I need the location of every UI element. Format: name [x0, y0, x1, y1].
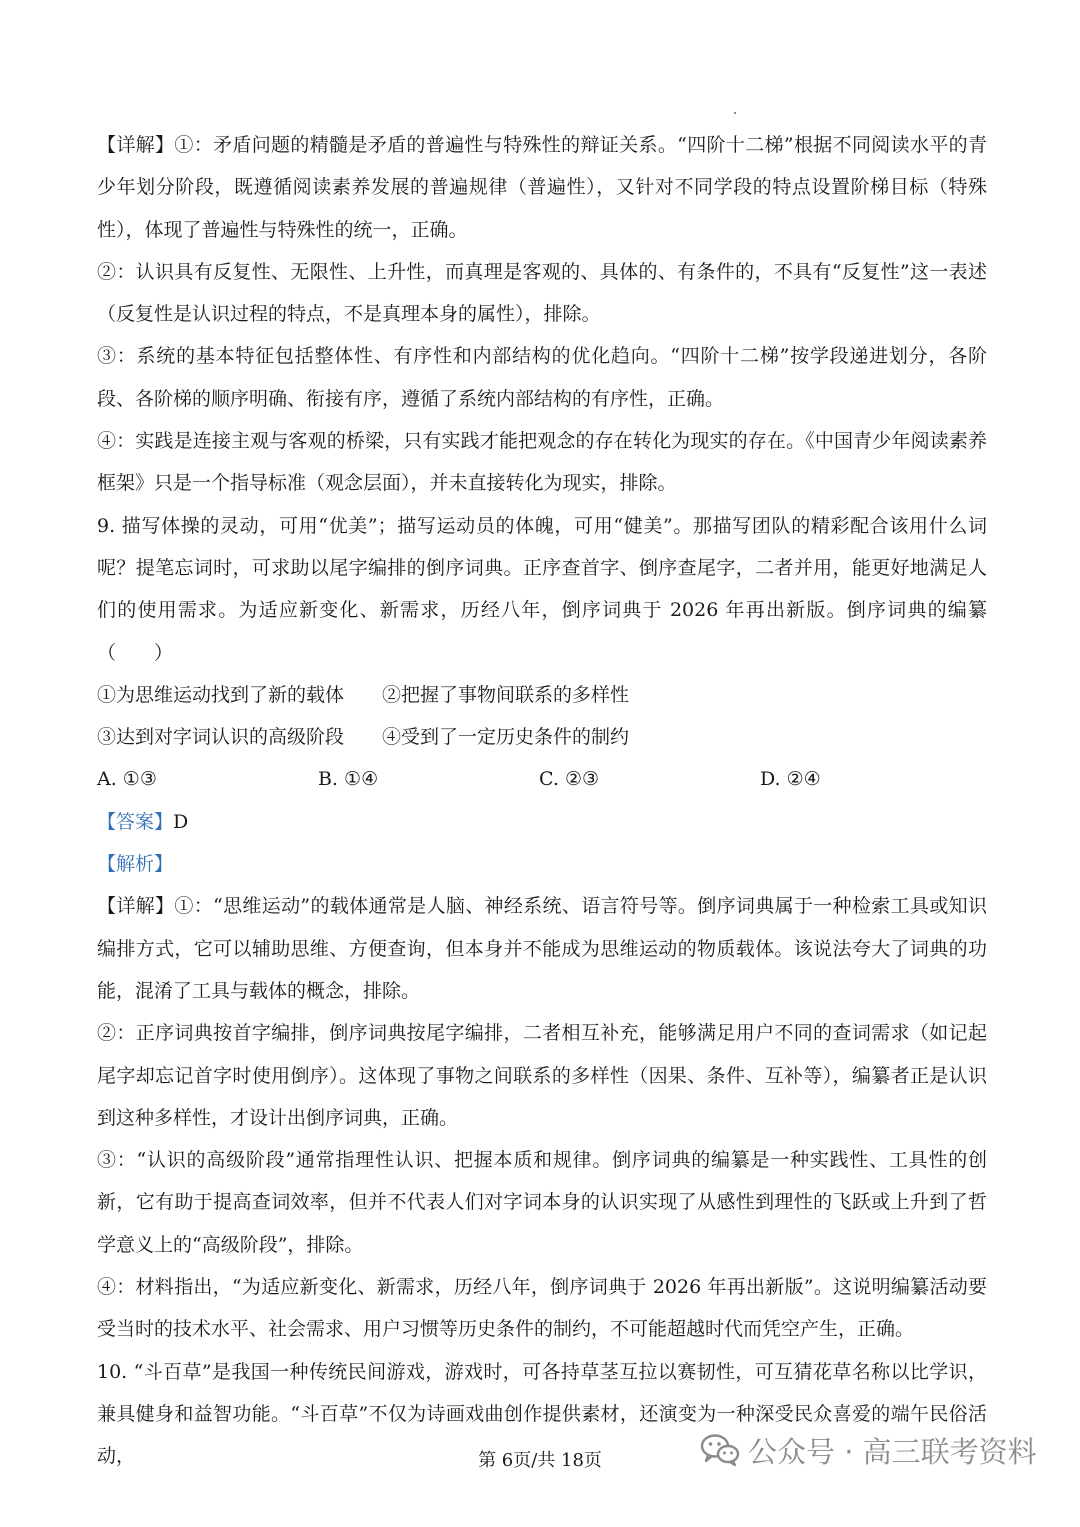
q9-options-row-1 — [97, 674, 987, 716]
q9-option-2: ②把握了事物间联系的多样性 — [382, 683, 630, 706]
q8-detail-3: ③：系统的基本特征包括整体性、有序性和内部结构的优化趋向。“四阶十二梯”按学段递进划分，各阶段、各阶梯的顺序明确、衔接有序，遵循了系统内部结构的有序性，正确。 — [97, 345, 987, 410]
q9-choice-a: A. ①③ — [97, 768, 157, 791]
q8-detail-2: ②：认识具有反复性、无限性、上升性，而真理是客观的、具体的、有条件的，不具有“反复性”这一表述（反复性是认识过程的特点，不是真理本身的属性），排除。 — [97, 260, 987, 326]
watermark — [700, 1428, 1037, 1472]
q9-detail-4: ④：材料指出，“为适应新变化、新需求，历经八年，倒序词典于 2026 年再出新版”。这说明编纂活动要受当时的技术水平、社会需求、用户习惯等历史条件的制约，不可能超越时代而凭空产生，正确。 — [97, 1276, 987, 1341]
page-footer: 第 6页/共 18页 — [478, 1450, 602, 1471]
q9-detail-2: ②：正序词典按首字编排，倒序词典按尾字编排，二者相互补充，能够满足用户不同的查词需求（如记起尾字却忘记首字时使用倒序）。这体现了事物之间联系的多样性（因果、条件、互补等），编纂者正是认识到这种多样性，才设计出倒序词典，正确。 — [97, 1022, 987, 1129]
q9-analysis — [97, 843, 987, 885]
q9-stem: 9. 描写体操的灵动，可用“优美”；描写运动员的体魄，可用“健美”。那描写团队的精彩配合该用什么词呢？提笔忘词时，可求助以尾字编排的倒序词典。正序查首字、倒序查尾字，二者并用，能更好地满足人们的使用需求。为适应新变化、新需求，历经八年，倒序词典于 2026 年再出新版。倒序词典的编纂（ ） — [97, 514, 987, 664]
q9-detail-3: ③：“认识的高级阶段”通常指理性认识、把握本质和规律。倒序词典的编纂是一种实践性、工具性的创新，它有助于提高查词效率，但并不代表人们对字词本身的认识实现了从感性到理性的飞跃或上升到了哲学意义上的“高级阶段”，排除。 — [97, 1149, 987, 1256]
watermark-text: 公众号 · 高三联考资料 — [748, 1434, 1037, 1469]
page-content — [97, 124, 987, 1478]
stray-dot — [734, 112, 736, 114]
q9-choice-b: B. ①④ — [318, 768, 379, 791]
wechat-icon — [700, 1433, 740, 1467]
q9-options-row-2 — [97, 716, 987, 758]
q9-option-3: ③达到对字词认识的高级阶段 — [97, 726, 345, 749]
q10-stem: 10. “斗百草”是我国一种传统民间游戏，游戏时，可各持草茎互拉以赛韧性，可互猜花草名称以比学识，兼具健身和益智功能。“斗百草”不仅为诗画戏曲创作提供素材，还演变为一种深受民众喜爱的端午民俗活动， — [97, 1360, 987, 1468]
q9-choice-d: D. ②④ — [760, 768, 821, 791]
q9-choices — [97, 758, 987, 800]
q8-detail-4: ④：实践是连接主观与客观的桥梁，只有实践才能把观念的存在转化为现实的存在。《中国青少年阅读素养框架》只是一个指导标准（观念层面），并未直接转化为现实，排除。 — [97, 430, 987, 495]
answer-label: 【答案】 — [97, 810, 174, 833]
q9-option-4: ④受到了一定历史条件的制约 — [382, 726, 630, 749]
analysis-label: 【解析】 — [97, 853, 174, 876]
q9-answer — [97, 801, 987, 843]
q8-detail-1: 【详解】①：矛盾问题的精髓是矛盾的普遍性与特殊性的辩证关系。“四阶十二梯”根据不同阅读水平的青少年划分阶段，既遵循阅读素养发展的普遍规律（普遍性），又针对不同学段的特点设置阶梯目标（特殊性），体现了普遍性与特殊性的统一，正确。 — [97, 134, 987, 241]
answer-value: D — [173, 810, 189, 833]
q9-detail-1: 【详解】①：“思维运动”的载体通常是人脑、神经系统、语言符号等。倒序词典属于一种检索工具或知识编排方式，它可以辅助思维、方便查询，但本身并不能成为思维运动的物质载体。该说法夸大了词典的功能，混淆了工具与载体的概念，排除。 — [97, 895, 987, 1002]
q9-option-1: ①为思维运动找到了新的载体 — [97, 683, 345, 706]
q9-choice-c: C. ②③ — [539, 768, 600, 791]
